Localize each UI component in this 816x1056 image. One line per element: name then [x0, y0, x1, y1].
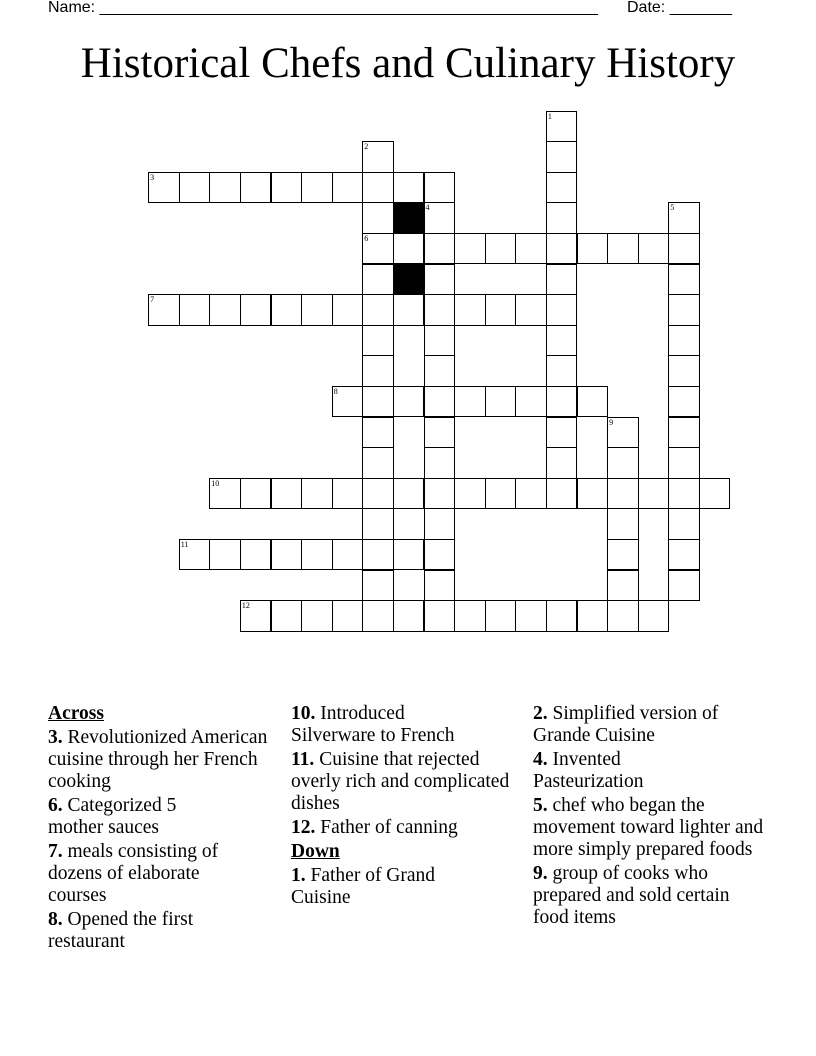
grid-cell[interactable]	[424, 202, 456, 234]
grid-cell[interactable]	[546, 264, 578, 296]
page-title: Historical Chefs and Culinary History	[80, 40, 736, 87]
grid-cell[interactable]	[362, 478, 394, 510]
grid-cell[interactable]	[607, 600, 639, 632]
grid-cell[interactable]	[668, 233, 700, 265]
clue-number: 6.	[48, 795, 63, 816]
clue-text: group of cooks who prepared and sold certain food items	[533, 863, 730, 928]
clue-text: Opened the first restaurant	[48, 909, 194, 952]
grid-cell[interactable]	[209, 539, 241, 571]
grid-cell[interactable]	[362, 600, 394, 632]
grid-cell[interactable]	[393, 386, 425, 418]
grid-cell[interactable]	[546, 325, 578, 357]
clue-text: Categorized 5 mother sauces	[48, 795, 177, 838]
clue-number: 8.	[48, 909, 63, 930]
grid-cell[interactable]	[362, 508, 394, 540]
grid-cell[interactable]	[607, 478, 639, 510]
clue-down-5	[533, 795, 773, 861]
grid-cell[interactable]	[607, 508, 639, 540]
down-heading: Down	[291, 841, 340, 862]
grid-cell[interactable]	[485, 386, 517, 418]
grid-cell[interactable]	[240, 294, 272, 326]
grid-cell[interactable]	[209, 478, 241, 510]
cell-number: 12	[241, 601, 250, 611]
cell-number: 1	[547, 111, 552, 121]
grid-cell[interactable]	[362, 417, 394, 449]
grid-cell[interactable]	[546, 172, 578, 204]
clue-down-2	[533, 703, 729, 747]
grid-cell[interactable]	[424, 447, 456, 479]
grid-cell[interactable]	[240, 600, 272, 632]
grid-cell[interactable]	[668, 539, 700, 571]
grid-cell[interactable]	[271, 294, 303, 326]
cell-number: 3	[150, 172, 155, 182]
clue-down-4	[533, 749, 673, 793]
grid-cell[interactable]	[607, 447, 639, 479]
grid-cell[interactable]	[454, 386, 486, 418]
grid-cell[interactable]	[577, 478, 609, 510]
grid-cell[interactable]	[424, 264, 456, 296]
grid-cell[interactable]	[362, 570, 394, 602]
grid-cell[interactable]	[393, 478, 425, 510]
grid-cell[interactable]	[485, 600, 517, 632]
cell-number: 6	[364, 233, 369, 243]
grid-cell[interactable]	[607, 539, 639, 571]
grid-cell[interactable]	[577, 386, 609, 418]
clue-number: 12.	[291, 817, 316, 838]
grid-cell[interactable]	[301, 172, 333, 204]
clue-number: 2.	[533, 703, 548, 724]
grid-cell[interactable]	[424, 570, 456, 602]
grid-cell[interactable]	[546, 417, 578, 449]
clue-text: Father of Grand Cuisine	[291, 865, 436, 908]
name-field-label: Name: ________________________________________________________	[48, 0, 598, 16]
grid-cell[interactable]	[179, 294, 211, 326]
grid-cell[interactable]	[393, 539, 425, 571]
grid-cell[interactable]	[271, 478, 303, 510]
grid-cell[interactable]	[424, 508, 456, 540]
clue-text: Revolutionized American cuisine through her French cooking	[48, 727, 268, 792]
grid-cell[interactable]	[424, 233, 456, 265]
grid-cell[interactable]	[515, 600, 547, 632]
grid-cell[interactable]	[515, 386, 547, 418]
grid-cell[interactable]	[424, 386, 456, 418]
grid-cell[interactable]	[362, 264, 394, 296]
clue-number: 4.	[533, 749, 548, 770]
grid-cell[interactable]	[546, 447, 578, 479]
clue-across-7	[48, 841, 253, 907]
grid-cell[interactable]	[485, 294, 517, 326]
grid-cell[interactable]	[454, 294, 486, 326]
grid-cell[interactable]	[301, 478, 333, 510]
grid-cell[interactable]	[332, 294, 364, 326]
grid-cell[interactable]	[301, 539, 333, 571]
clue-number: 5.	[533, 795, 548, 816]
grid-cell[interactable]	[362, 233, 394, 265]
black-cell	[393, 202, 425, 234]
grid-cell[interactable]	[362, 141, 394, 173]
clue-number: 1.	[291, 865, 306, 886]
grid-cell[interactable]	[332, 600, 364, 632]
grid-cell[interactable]	[546, 111, 578, 143]
cell-number: 9	[609, 417, 614, 427]
grid-cell[interactable]	[148, 294, 180, 326]
grid-cell[interactable]	[668, 386, 700, 418]
clue-text: Invented Pasteurization	[533, 749, 644, 792]
grid-cell[interactable]	[454, 478, 486, 510]
grid-cell[interactable]	[607, 570, 639, 602]
clue-across-3	[48, 727, 284, 793]
grid-cell[interactable]	[668, 294, 700, 326]
grid-cell[interactable]	[301, 294, 333, 326]
grid-cell[interactable]	[393, 172, 425, 204]
grid-cell[interactable]	[577, 233, 609, 265]
grid-cell[interactable]	[515, 294, 547, 326]
clue-column-1	[48, 703, 284, 955]
grid-cell[interactable]	[577, 600, 609, 632]
grid-cell[interactable]	[362, 539, 394, 571]
grid-cell[interactable]	[424, 478, 456, 510]
grid-cell[interactable]	[362, 386, 394, 418]
grid-cell[interactable]	[668, 570, 700, 602]
cell-number: 11	[180, 539, 189, 549]
grid-cell[interactable]	[668, 478, 700, 510]
grid-cell[interactable]	[393, 233, 425, 265]
grid-cell[interactable]	[546, 600, 578, 632]
grid-cell[interactable]	[607, 417, 639, 449]
grid-cell[interactable]	[362, 172, 394, 204]
grid-cell[interactable]	[546, 386, 578, 418]
grid-cell[interactable]	[301, 600, 333, 632]
grid-cell[interactable]	[668, 325, 700, 357]
clue-down-9	[533, 863, 758, 929]
grid-cell[interactable]	[179, 539, 211, 571]
grid-cell[interactable]	[362, 355, 394, 387]
clue-text: Cuisine that rejected overly rich and complicated dishes	[291, 749, 510, 814]
cell-number: 4	[425, 203, 430, 213]
clue-across-6	[48, 795, 218, 839]
clue-across-8	[48, 909, 228, 953]
grid-cell[interactable]	[638, 233, 670, 265]
clue-column-2	[291, 703, 513, 911]
grid-cell[interactable]	[668, 355, 700, 387]
clue-column-3	[533, 703, 773, 931]
grid-cell[interactable]	[179, 172, 211, 204]
black-cell	[393, 264, 425, 296]
grid-cell[interactable]	[546, 478, 578, 510]
grid-cell[interactable]	[240, 172, 272, 204]
grid-cell[interactable]	[424, 294, 456, 326]
clue-across-12	[291, 817, 513, 839]
clue-text: meals consisting of dozens of elaborate courses	[48, 841, 219, 906]
grid-cell[interactable]	[515, 478, 547, 510]
date-field-label: Date: _______	[627, 0, 732, 16]
grid-cell[interactable]	[362, 325, 394, 357]
clue-text: chef who began the movement toward lighter and more simply prepared foods	[533, 795, 764, 860]
clue-number: 10.	[291, 703, 316, 724]
cell-number: 10	[211, 478, 220, 488]
grid-cell[interactable]	[424, 600, 456, 632]
grid-cell[interactable]	[454, 233, 486, 265]
grid-cell[interactable]	[424, 539, 456, 571]
grid-cell[interactable]	[546, 294, 578, 326]
grid-cell[interactable]	[546, 233, 578, 265]
clue-text: Introduced Silverware to French	[291, 703, 455, 746]
grid-cell[interactable]	[362, 447, 394, 479]
clue-down-1	[291, 865, 471, 909]
grid-cell[interactable]	[332, 172, 364, 204]
grid-cell[interactable]	[668, 264, 700, 296]
grid-cell[interactable]	[668, 508, 700, 540]
grid-cell[interactable]	[668, 202, 700, 234]
grid-cell[interactable]	[424, 325, 456, 357]
grid-cell[interactable]	[271, 600, 303, 632]
grid-cell[interactable]	[515, 233, 547, 265]
grid-cell[interactable]	[485, 233, 517, 265]
grid-cell[interactable]	[271, 539, 303, 571]
grid-cell[interactable]	[546, 202, 578, 234]
grid-cell[interactable]	[668, 447, 700, 479]
grid-cell[interactable]	[271, 172, 303, 204]
clue-text: Father of canning	[315, 817, 458, 838]
grid-cell[interactable]	[209, 294, 241, 326]
grid-cell[interactable]	[148, 172, 180, 204]
grid-cell[interactable]	[699, 478, 731, 510]
grid-cell[interactable]	[607, 233, 639, 265]
grid-cell[interactable]	[424, 172, 456, 204]
grid-cell[interactable]	[424, 355, 456, 387]
grid-cell[interactable]	[240, 539, 272, 571]
grid-cell[interactable]	[332, 478, 364, 510]
grid-cell[interactable]	[240, 478, 272, 510]
grid-cell[interactable]	[638, 478, 670, 510]
grid-cell[interactable]	[638, 600, 670, 632]
grid-cell[interactable]	[393, 294, 425, 326]
grid-cell[interactable]	[332, 386, 364, 418]
clue-text: Simplified version of Grande Cuisine	[533, 703, 719, 746]
grid-cell[interactable]	[546, 141, 578, 173]
grid-cell[interactable]	[424, 417, 456, 449]
grid-cell[interactable]	[332, 539, 364, 571]
clue-number: 11.	[291, 749, 315, 770]
grid-cell[interactable]	[668, 417, 700, 449]
grid-cell[interactable]	[209, 172, 241, 204]
grid-cell[interactable]	[362, 294, 394, 326]
cell-number: 5	[670, 203, 675, 213]
cell-number: 8	[333, 386, 338, 396]
grid-cell[interactable]	[362, 202, 394, 234]
grid-cell[interactable]	[485, 478, 517, 510]
cell-number: 2	[364, 142, 369, 152]
grid-cell[interactable]	[454, 600, 486, 632]
cell-number: 7	[150, 295, 155, 305]
clue-number: 7.	[48, 841, 63, 862]
clue-across-11	[291, 749, 513, 815]
clue-number: 9.	[533, 863, 548, 884]
across-heading: Across	[48, 703, 104, 724]
clue-across-10	[291, 703, 481, 747]
grid-cell[interactable]	[546, 355, 578, 387]
grid-cell[interactable]	[393, 600, 425, 632]
clue-number: 3.	[48, 727, 63, 748]
